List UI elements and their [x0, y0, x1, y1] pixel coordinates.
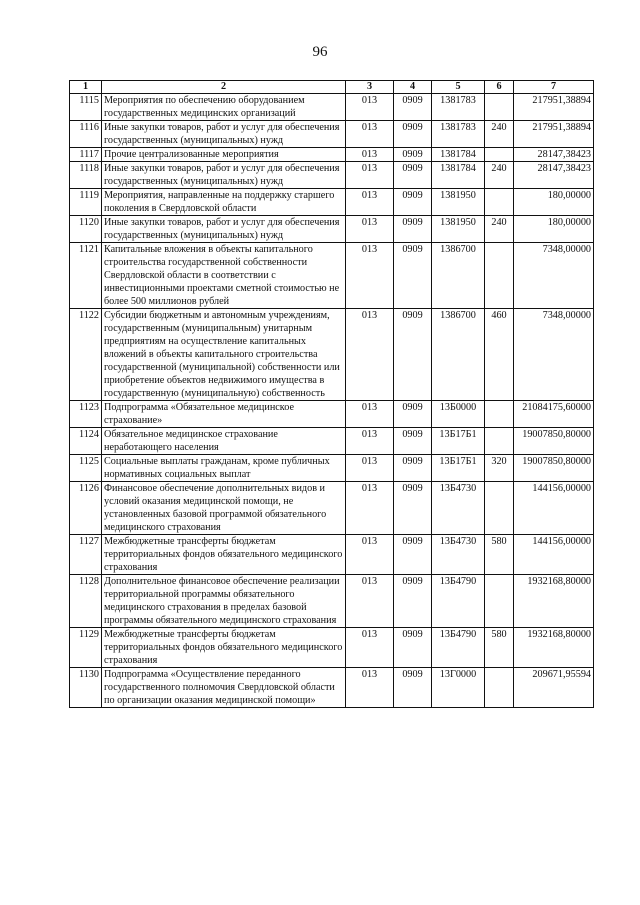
expense-type-cell: [485, 243, 514, 309]
target-code-cell: 1381784: [432, 148, 485, 162]
row-name-cell: Иные закупки товаров, работ и услуг для обеспечения государственных (муниципальных) нужд: [102, 121, 346, 148]
target-code-cell: 1381950: [432, 189, 485, 216]
table-row: [70, 189, 594, 216]
header-cell: 7: [514, 81, 594, 94]
amount-cell: 144156,00000: [514, 535, 594, 575]
admin-code-cell: 013: [346, 455, 394, 482]
table-row: [70, 94, 594, 121]
row-name-cell: Мероприятия, направленные на поддержку старшего поколения в Свердловской области: [102, 189, 346, 216]
header-cell: 2: [102, 81, 346, 94]
row-name-cell: Иные закупки товаров, работ и услуг для обеспечения государственных (муниципальных) нужд: [102, 216, 346, 243]
amount-cell: 217951,38894: [514, 121, 594, 148]
row-name-cell: Подпрограмма «Обязательное медицинское страхование»: [102, 401, 346, 428]
admin-code-cell: 013: [346, 535, 394, 575]
table-row: [70, 668, 594, 708]
section-code-cell: 0909: [394, 121, 432, 148]
admin-code-cell: 013: [346, 216, 394, 243]
amount-cell: 144156,00000: [514, 482, 594, 535]
table-row: [70, 428, 594, 455]
table-row: [70, 482, 594, 535]
amount-cell: 180,00000: [514, 189, 594, 216]
header-cell: 5: [432, 81, 485, 94]
amount-cell: 209671,95594: [514, 668, 594, 708]
admin-code-cell: 013: [346, 482, 394, 535]
row-name-cell: Мероприятия по обеспечению оборудованием государственных медицинских организаций: [102, 94, 346, 121]
section-code-cell: 0909: [394, 401, 432, 428]
row-name-cell: Прочие централизованные мероприятия: [102, 148, 346, 162]
expense-type-cell: 320: [485, 455, 514, 482]
target-code-cell: 13Б17Б1: [432, 455, 485, 482]
expense-type-cell: [485, 428, 514, 455]
expense-type-cell: 240: [485, 162, 514, 189]
expense-type-cell: 580: [485, 535, 514, 575]
row-name-cell: Субсидии бюджетным и автономным учреждениям, государственным (муниципальным) унитарным предприятиям на осуществление капитальных вложений в объекты капитального строительства государственной (муниципальной) собственности или приобретение объектов недвижимого имущества в государственную (муниципальную) собственность: [102, 309, 346, 401]
expense-type-cell: 580: [485, 628, 514, 668]
section-code-cell: 0909: [394, 428, 432, 455]
amount-cell: 217951,38894: [514, 94, 594, 121]
amount-cell: 28147,38423: [514, 162, 594, 189]
row-number-cell: 1124: [70, 428, 102, 455]
section-code-cell: 0909: [394, 309, 432, 401]
expense-type-cell: [485, 94, 514, 121]
target-code-cell: 1386700: [432, 309, 485, 401]
target-code-cell: 13Б4790: [432, 628, 485, 668]
table-row: [70, 309, 594, 401]
section-code-cell: 0909: [394, 535, 432, 575]
row-name-cell: Обязательное медицинское страхование неработающего населения: [102, 428, 346, 455]
target-code-cell: 13Б0000: [432, 401, 485, 428]
row-name-cell: Межбюджетные трансферты бюджетам территориальных фондов обязательного медицинского страхования: [102, 628, 346, 668]
admin-code-cell: 013: [346, 628, 394, 668]
row-name-cell: Дополнительное финансовое обеспечение реализации территориальной программы обязательного медицинского страхования в пределах базовой программы обязательного медицинского страхования: [102, 575, 346, 628]
row-number-cell: 1125: [70, 455, 102, 482]
row-name-cell: Финансовое обеспечение дополнительных видов и условий оказания медицинской помощи, не установленных базовой программой обязательного медицинского страхования: [102, 482, 346, 535]
section-code-cell: 0909: [394, 628, 432, 668]
section-code-cell: 0909: [394, 148, 432, 162]
row-number-cell: 1118: [70, 162, 102, 189]
section-code-cell: 0909: [394, 216, 432, 243]
expense-type-cell: [485, 668, 514, 708]
section-code-cell: 0909: [394, 668, 432, 708]
expense-type-cell: [485, 575, 514, 628]
amount-cell: 19007850,80000: [514, 455, 594, 482]
row-number-cell: 1116: [70, 121, 102, 148]
admin-code-cell: 013: [346, 189, 394, 216]
section-code-cell: 0909: [394, 482, 432, 535]
table-row: [70, 162, 594, 189]
row-name-cell: Подпрограмма «Осуществление переданного государственного полномочия Свердловской области по организации оказания медицинской помощи»: [102, 668, 346, 708]
section-code-cell: 0909: [394, 575, 432, 628]
table-row: [70, 148, 594, 162]
target-code-cell: 1381784: [432, 162, 485, 189]
row-number-cell: 1122: [70, 309, 102, 401]
row-number-cell: 1115: [70, 94, 102, 121]
table-row: [70, 121, 594, 148]
header-cell: 1: [70, 81, 102, 94]
amount-cell: 180,00000: [514, 216, 594, 243]
expense-type-cell: 240: [485, 121, 514, 148]
section-code-cell: 0909: [394, 455, 432, 482]
page-number: 96: [312, 44, 328, 60]
table-header-row: [70, 81, 594, 94]
target-code-cell: 13Б17Б1: [432, 428, 485, 455]
expense-type-cell: [485, 189, 514, 216]
target-code-cell: 13Б4790: [432, 575, 485, 628]
expense-type-cell: [485, 401, 514, 428]
target-code-cell: 13Г0000: [432, 668, 485, 708]
admin-code-cell: 013: [346, 668, 394, 708]
header-cell: 4: [394, 81, 432, 94]
expense-type-cell: 240: [485, 216, 514, 243]
section-code-cell: 0909: [394, 162, 432, 189]
admin-code-cell: 013: [346, 401, 394, 428]
expense-type-cell: [485, 482, 514, 535]
amount-cell: 7348,00000: [514, 309, 594, 401]
table-row: [70, 243, 594, 309]
row-number-cell: 1127: [70, 535, 102, 575]
amount-cell: 28147,38423: [514, 148, 594, 162]
admin-code-cell: 013: [346, 148, 394, 162]
target-code-cell: 13Б4730: [432, 482, 485, 535]
row-number-cell: 1130: [70, 668, 102, 708]
table-row: [70, 455, 594, 482]
row-number-cell: 1117: [70, 148, 102, 162]
row-number-cell: 1129: [70, 628, 102, 668]
row-name-cell: Межбюджетные трансферты бюджетам территориальных фондов обязательного медицинского страхования: [102, 535, 346, 575]
expense-type-cell: 460: [485, 309, 514, 401]
section-code-cell: 0909: [394, 189, 432, 216]
amount-cell: 7348,00000: [514, 243, 594, 309]
expense-type-cell: [485, 148, 514, 162]
section-code-cell: 0909: [394, 243, 432, 309]
row-number-cell: 1121: [70, 243, 102, 309]
target-code-cell: 1381950: [432, 216, 485, 243]
admin-code-cell: 013: [346, 309, 394, 401]
section-code-cell: 0909: [394, 94, 432, 121]
admin-code-cell: 013: [346, 575, 394, 628]
target-code-cell: 1381783: [432, 121, 485, 148]
admin-code-cell: 013: [346, 162, 394, 189]
table-row: [70, 216, 594, 243]
target-code-cell: 13Б4730: [432, 535, 485, 575]
row-number-cell: 1126: [70, 482, 102, 535]
amount-cell: 21084175,60000: [514, 401, 594, 428]
admin-code-cell: 013: [346, 243, 394, 309]
admin-code-cell: 013: [346, 121, 394, 148]
row-name-cell: Социальные выплаты гражданам, кроме публичных нормативных социальных выплат: [102, 455, 346, 482]
row-number-cell: 1119: [70, 189, 102, 216]
table-row: [70, 535, 594, 575]
budget-table: [69, 80, 594, 708]
amount-cell: 1932168,80000: [514, 575, 594, 628]
admin-code-cell: 013: [346, 428, 394, 455]
row-number-cell: 1123: [70, 401, 102, 428]
amount-cell: 1932168,80000: [514, 628, 594, 668]
row-name-cell: Иные закупки товаров, работ и услуг для обеспечения государственных (муниципальных) нужд: [102, 162, 346, 189]
amount-cell: 19007850,80000: [514, 428, 594, 455]
table-row: [70, 575, 594, 628]
row-number-cell: 1120: [70, 216, 102, 243]
target-code-cell: 1386700: [432, 243, 485, 309]
row-name-cell: Капитальные вложения в объекты капитального строительства государственной собственности Свердловской области в соответствии с инвестиционными проектами сметной стоимостью не более 500 миллионов рублей: [102, 243, 346, 309]
table-row: [70, 628, 594, 668]
target-code-cell: 1381783: [432, 94, 485, 121]
header-cell: 3: [346, 81, 394, 94]
table-row: [70, 401, 594, 428]
row-number-cell: 1128: [70, 575, 102, 628]
admin-code-cell: 013: [346, 94, 394, 121]
header-cell: 6: [485, 81, 514, 94]
